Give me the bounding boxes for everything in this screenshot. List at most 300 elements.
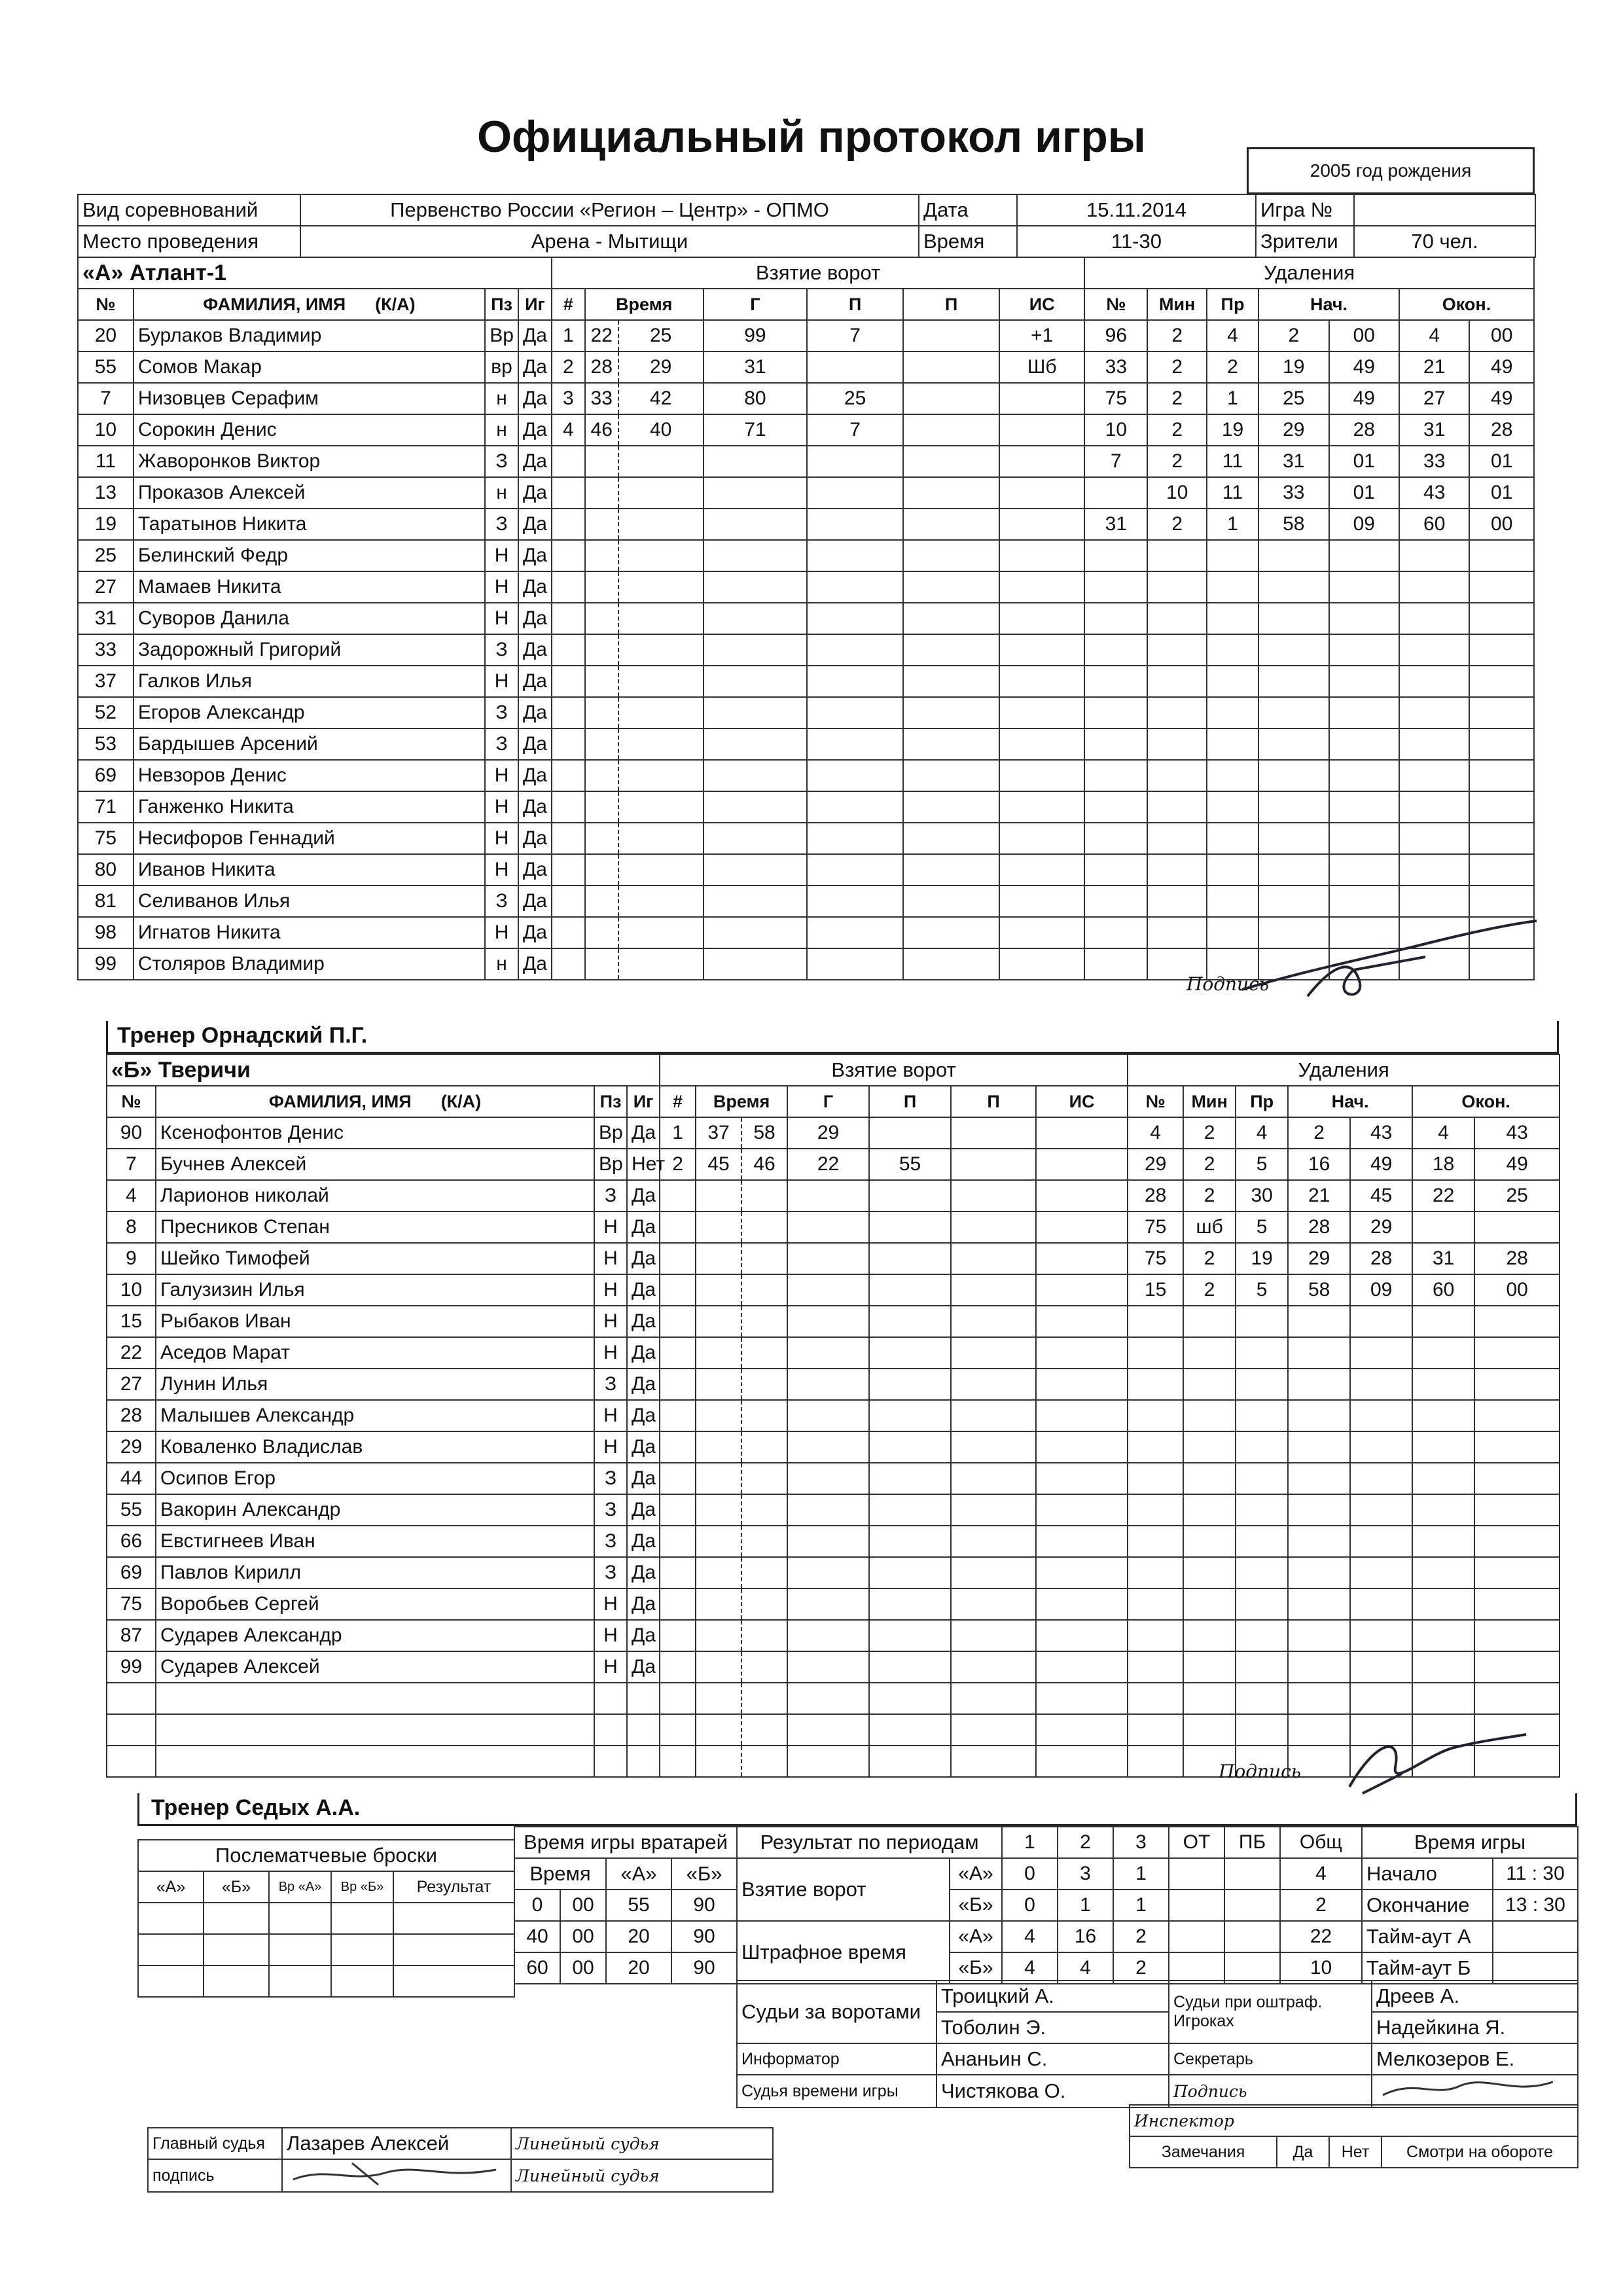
signature-label: подпись: [148, 2159, 282, 2192]
player-played: Да: [627, 1180, 660, 1211]
penalty-start-min: 29: [1258, 414, 1329, 446]
player-number: 80: [78, 854, 134, 886]
goal-situation: [999, 948, 1084, 980]
col-pen-min: Мин: [1147, 289, 1206, 320]
penalty-start-sec: [1329, 634, 1399, 666]
goals-title-b: Взятие ворот: [660, 1054, 1128, 1086]
player-number: 33: [78, 634, 134, 666]
player-played: Да: [518, 666, 552, 697]
player-row: [107, 1337, 1560, 1369]
goals-b-pb: [1224, 1890, 1280, 1921]
penalty-end-min: 4: [1399, 320, 1469, 351]
gk-time-table: [514, 1826, 738, 1984]
penalty-start-sec: [1350, 1651, 1412, 1683]
secretary-label: Секретарь: [1169, 2043, 1372, 2075]
penalty-end-min: [1412, 1526, 1474, 1557]
penalty-reason: [1207, 728, 1258, 760]
goal-scorer: [704, 509, 807, 540]
goal-assist-1: [807, 477, 903, 509]
player-row: [78, 540, 1534, 571]
goal-minute: [696, 1400, 741, 1431]
player-name: Ганженко Никита: [134, 791, 485, 823]
goal-situation: [1036, 1463, 1128, 1494]
penalty-reason: [1207, 603, 1258, 634]
penalty-minutes: 2: [1147, 509, 1206, 540]
date-label: Дата: [919, 194, 1017, 226]
goal-situation: [999, 760, 1084, 791]
penalty-end-min: [1412, 1683, 1474, 1714]
penalty-end-sec: 28: [1474, 1243, 1560, 1274]
timekeeper-label: Судья времени игры: [737, 2075, 936, 2108]
penalty-start-min: [1258, 666, 1329, 697]
player-position: З: [594, 1369, 627, 1400]
player-position: Н: [594, 1431, 627, 1463]
player-number: 87: [107, 1620, 156, 1651]
pim-b-ot: [1169, 1952, 1224, 1984]
goal-assist-1: [869, 1431, 951, 1463]
start-label: Начало: [1362, 1858, 1493, 1890]
goal-number: [660, 1714, 696, 1746]
player-number: 13: [78, 477, 134, 509]
goal-scorer: [787, 1588, 869, 1620]
player-position: [594, 1714, 627, 1746]
periods-table: [736, 1826, 1363, 1984]
penalty-start-sec: [1350, 1463, 1412, 1494]
goal-second: [741, 1274, 787, 1306]
gk-col-b: «Б»: [671, 1858, 737, 1890]
goal-situation: [1036, 1180, 1128, 1211]
col-pen-no: №: [1084, 289, 1147, 320]
player-position: З: [594, 1557, 627, 1588]
penalty-end-min: [1399, 666, 1469, 697]
penalty-reason: [1207, 760, 1258, 791]
penalty-start-min: 25: [1258, 383, 1329, 414]
team-b-sign-label: Подпись: [1219, 1761, 1302, 1782]
team-a-sign-label: Подпись: [1186, 973, 1270, 995]
penalty-end-sec: 43: [1474, 1117, 1560, 1149]
goal-assist-2: [903, 351, 999, 383]
goal-number: [552, 571, 585, 603]
player-position: н: [485, 383, 518, 414]
goal-situation: [1036, 1243, 1128, 1274]
goal-scorer: [704, 697, 807, 728]
player-number: [107, 1746, 156, 1777]
goal-assist-2: [951, 1369, 1036, 1400]
penalty-end-min: [1412, 1337, 1474, 1369]
penalty-end-min: 22: [1412, 1180, 1474, 1211]
goal-assist-2: [951, 1463, 1036, 1494]
penalty-minutes: [1147, 791, 1206, 823]
goal-assist-1: [869, 1211, 951, 1243]
player-number: 28: [107, 1400, 156, 1431]
penalty-end-sec: [1474, 1306, 1560, 1337]
goal-assist-2: [903, 320, 999, 351]
penalty-end-min: 21: [1399, 351, 1469, 383]
player-number: 8: [107, 1211, 156, 1243]
goal-scorer: 22: [787, 1149, 869, 1180]
player-name: Бурлаков Владимир: [134, 320, 485, 351]
penalty-end-min: [1412, 1400, 1474, 1431]
penalty-player: [1084, 948, 1147, 980]
player-name: Воробьев Сергей: [156, 1588, 594, 1620]
goals-a-p1: 0: [1002, 1858, 1058, 1890]
penalty-minutes: [1183, 1557, 1236, 1588]
player-number: 4: [107, 1180, 156, 1211]
player-name: Вакорин Александр: [156, 1494, 594, 1526]
goal-assist-2: [903, 823, 999, 854]
goal-scorer: [704, 791, 807, 823]
player-position: Н: [594, 1651, 627, 1683]
penalty-start-min: [1288, 1588, 1350, 1620]
player-name: Сударев Алексей: [156, 1651, 594, 1683]
gk-col-a: «А»: [606, 1858, 671, 1890]
player-number: 20: [78, 320, 134, 351]
penalty-start-min: [1288, 1369, 1350, 1400]
goal-assist-1: [807, 760, 903, 791]
goal-minute: [696, 1683, 741, 1714]
penalty-start-sec: [1329, 603, 1399, 634]
goal-number: 2: [660, 1149, 696, 1180]
player-played: Да: [627, 1400, 660, 1431]
player-number: 44: [107, 1463, 156, 1494]
player-row: [78, 666, 1534, 697]
penalty-player: [1128, 1620, 1183, 1651]
goal-second: [741, 1526, 787, 1557]
player-number: 71: [78, 791, 134, 823]
goal-scorer: [704, 477, 807, 509]
penalty-start-min: 21: [1288, 1180, 1350, 1211]
player-row: [78, 823, 1534, 854]
penalty-player: [1128, 1463, 1183, 1494]
penalty-start-sec: [1329, 886, 1399, 917]
penalty-minutes: шб: [1183, 1211, 1236, 1243]
penalty-minutes: [1147, 823, 1206, 854]
player-position: Н: [594, 1274, 627, 1306]
penalty-start-min: [1258, 791, 1329, 823]
goal-assist-2: [951, 1588, 1036, 1620]
penalties-title-b: Удаления: [1128, 1054, 1560, 1086]
goal-second: [741, 1337, 787, 1369]
period-3-head: 3: [1113, 1827, 1169, 1858]
goal-situation: [1036, 1211, 1128, 1243]
penalty-end-sec: [1474, 1683, 1560, 1714]
goal-assist-1: [869, 1620, 951, 1651]
penalty-end-sec: [1474, 1526, 1560, 1557]
goal-second: [618, 697, 704, 728]
goal-situation: [999, 603, 1084, 634]
game-no-label: Игра №: [1256, 194, 1354, 226]
goal-minute: [585, 540, 618, 571]
penalty-reason: [1236, 1714, 1288, 1746]
goal-assist-1: 55: [869, 1149, 951, 1180]
pim-a-p2: 16: [1058, 1921, 1113, 1952]
pim-b-pb: [1224, 1952, 1280, 1984]
period-pb-head: ПБ: [1224, 1827, 1280, 1858]
penalty-player: 75: [1128, 1211, 1183, 1243]
pim-a-p1: 4: [1002, 1921, 1058, 1952]
goal-assist-1: [869, 1117, 951, 1149]
col-pen-start-b: Нач.: [1288, 1086, 1412, 1117]
goal-minute: [696, 1746, 741, 1777]
col-goal-p1: П: [807, 289, 903, 320]
penalty-reason: [1236, 1400, 1288, 1431]
gk-row: [514, 1890, 737, 1921]
goal-situation: [999, 917, 1084, 948]
goal-scorer: [787, 1369, 869, 1400]
player-number: 11: [78, 446, 134, 477]
penalty-player: 33: [1084, 351, 1147, 383]
goal-second: [741, 1683, 787, 1714]
spectators-label: Зрители: [1256, 226, 1354, 257]
goal-scorer: [704, 571, 807, 603]
penalty-player: [1084, 603, 1147, 634]
referee-value: Лазарев Алексей: [282, 2128, 511, 2159]
penalty-end-sec: [1469, 634, 1534, 666]
col-name-b: ФАМИЛИЯ, ИМЯ (К/А): [156, 1086, 594, 1117]
penalty-end-min: [1412, 1557, 1474, 1588]
penalty-end-min: [1412, 1211, 1474, 1243]
officials-sign-label: Подпись: [1169, 2075, 1372, 2108]
goal-situation: [999, 571, 1084, 603]
goal-second: 58: [741, 1117, 787, 1149]
penalty-end-min: 27: [1399, 383, 1469, 414]
penalty-end-sec: 49: [1474, 1149, 1560, 1180]
col-no: №: [78, 289, 134, 320]
penalty-player: [1128, 1746, 1183, 1777]
goal-situation: [1036, 1337, 1128, 1369]
goal-number: [552, 791, 585, 823]
goal-assist-2: [951, 1211, 1036, 1243]
goal-second: [741, 1306, 787, 1337]
penalty-player: [1128, 1557, 1183, 1588]
player-row: [78, 509, 1534, 540]
player-played: Да: [518, 477, 552, 509]
goal-situation: [999, 791, 1084, 823]
venue-value: Арена - Мытищи: [300, 226, 919, 257]
player-name: Павлов Кирилл: [156, 1557, 594, 1588]
player-played: Да: [518, 603, 552, 634]
goal-second: [618, 760, 704, 791]
player-row: [107, 1557, 1560, 1588]
pim-b-label: «Б»: [950, 1952, 1002, 1984]
goal-minute: [696, 1526, 741, 1557]
goal-assist-1: [869, 1557, 951, 1588]
player-row: [78, 477, 1534, 509]
penalty-reason: [1236, 1431, 1288, 1463]
player-number: 7: [107, 1149, 156, 1180]
penalty-reason: 19: [1236, 1243, 1288, 1274]
penalty-end-min: [1399, 634, 1469, 666]
player-number: 15: [107, 1306, 156, 1337]
goal-assist-2: [951, 1494, 1036, 1526]
goal-situation: [999, 886, 1084, 917]
penalty-end-min: [1399, 823, 1469, 854]
goal-minute: [585, 823, 618, 854]
col-pen-start: Нач.: [1258, 289, 1399, 320]
player-row: [78, 603, 1534, 634]
player-position: З: [485, 886, 518, 917]
penalty-minutes: [1147, 760, 1206, 791]
penalty-start-sec: 49: [1329, 351, 1399, 383]
penalty-start-sec: 45: [1350, 1180, 1412, 1211]
penalty-end-min: [1412, 1651, 1474, 1683]
goal-number: 1: [660, 1117, 696, 1149]
goal-scorer: [704, 540, 807, 571]
player-number: 27: [78, 571, 134, 603]
goal-assist-1: [869, 1651, 951, 1683]
penalty-end-sec: 00: [1469, 509, 1534, 540]
player-name: Коваленко Владислав: [156, 1431, 594, 1463]
goal-number: [552, 603, 585, 634]
col-goal-g-b: Г: [787, 1086, 869, 1117]
goal-number: [552, 697, 585, 728]
goal-minute: 37: [696, 1117, 741, 1149]
penalty-start-min: 16: [1288, 1149, 1350, 1180]
page-title: Официальный протокол игры: [477, 112, 1146, 162]
goal-minute: [696, 1211, 741, 1243]
goal-situation: [1036, 1714, 1128, 1746]
goal-scorer: [704, 886, 807, 917]
penalty-start-min: [1258, 760, 1329, 791]
penalty-start-min: [1288, 1463, 1350, 1494]
penalty-start-sec: [1350, 1337, 1412, 1369]
col-goal-no: #: [552, 289, 585, 320]
shootout-col-gk-a: Вр «А»: [269, 1871, 331, 1903]
penalty-end-min: 43: [1399, 477, 1469, 509]
penalty-end-sec: 01: [1469, 446, 1534, 477]
penalty-start-min: [1258, 540, 1329, 571]
birth-year: 2005 год рождения: [1310, 160, 1472, 181]
team-b-signature: [1336, 1728, 1533, 1800]
penalty-end-min: [1399, 886, 1469, 917]
penalty-reason: [1236, 1369, 1288, 1400]
penalty-player: [1084, 886, 1147, 917]
goal-minute: [585, 509, 618, 540]
col-pen-pr-b: Пр: [1236, 1086, 1288, 1117]
penalty-player: [1084, 760, 1147, 791]
penalty-end-min: [1399, 697, 1469, 728]
penalty-start-sec: 49: [1329, 383, 1399, 414]
player-played: Да: [518, 917, 552, 948]
penalty-end-sec: [1474, 1557, 1560, 1588]
goal-number: [660, 1369, 696, 1400]
gk-team-b: 90: [671, 1890, 737, 1921]
goal-assist-1: [869, 1683, 951, 1714]
goal-minute: 33: [585, 383, 618, 414]
goal-situation: [1036, 1274, 1128, 1306]
player-name: Суворов Данила: [134, 603, 485, 634]
player-position: Н: [485, 791, 518, 823]
player-played: Да: [518, 948, 552, 980]
player-name: Иванов Никита: [134, 854, 485, 886]
penalty-player: [1128, 1683, 1183, 1714]
player-name: Селиванов Илья: [134, 886, 485, 917]
player-played: Да: [627, 1211, 660, 1243]
player-name: Рыбаков Иван: [156, 1306, 594, 1337]
penalty-end-min: [1412, 1588, 1474, 1620]
venue-label: Место проведения: [78, 226, 300, 257]
penalty-minutes: [1183, 1369, 1236, 1400]
timeout-b-label: Тайм-аут Б: [1362, 1952, 1493, 1984]
officials-table: [736, 1980, 1578, 2108]
player-played: [627, 1683, 660, 1714]
goal-minute: [696, 1431, 741, 1463]
penalty-start-sec: [1329, 823, 1399, 854]
goal-second: [618, 666, 704, 697]
player-played: Да: [627, 1651, 660, 1683]
goal-scorer: [787, 1431, 869, 1463]
goal-scorer: [704, 728, 807, 760]
player-number: 52: [78, 697, 134, 728]
penalty-start-min: [1288, 1651, 1350, 1683]
goal-situation: [999, 666, 1084, 697]
penalties-title: Удаления: [1084, 257, 1534, 289]
gk-row: [514, 1921, 737, 1952]
goal-scorer: [704, 603, 807, 634]
penalty-minutes: [1183, 1463, 1236, 1494]
goal-assist-2: [951, 1149, 1036, 1180]
goal-situation: [1036, 1746, 1128, 1777]
coach-a: Тренер Орнадский П.Г.: [117, 1023, 368, 1048]
player-row: [107, 1683, 1560, 1714]
player-name: Ларионов николай: [156, 1180, 594, 1211]
penalty-player: 75: [1128, 1243, 1183, 1274]
pim-b-p3: 2: [1113, 1952, 1169, 1984]
player-position: Н: [594, 1243, 627, 1274]
goal-assist-1: 7: [807, 320, 903, 351]
penalty-start-sec: 01: [1329, 477, 1399, 509]
team-b-block: [106, 1054, 1559, 1782]
goal-judges-label: Судьи за воротами: [737, 1981, 936, 2043]
goal-assist-1: [807, 823, 903, 854]
goal-assist-2: [951, 1243, 1036, 1274]
goal-minute: [696, 1714, 741, 1746]
penalty-player: 75: [1084, 383, 1147, 414]
team-a-signature: [1229, 918, 1556, 1009]
gk-minute: 60: [514, 1952, 560, 1984]
informer-label: Информатор: [737, 2043, 936, 2075]
goal-number: 2: [552, 351, 585, 383]
goal-minute: [585, 634, 618, 666]
goal-minute: [696, 1620, 741, 1651]
player-row: [107, 1243, 1560, 1274]
goal-assist-2: [951, 1746, 1036, 1777]
goal-situation: [999, 477, 1084, 509]
player-name: Егоров Александр: [134, 697, 485, 728]
goal-situation: [999, 414, 1084, 446]
penalty-minutes: 2: [1183, 1274, 1236, 1306]
goal-minute: 46: [585, 414, 618, 446]
penalty-start-sec: 01: [1329, 446, 1399, 477]
penalty-player: [1128, 1494, 1183, 1526]
penalty-reason: 11: [1207, 446, 1258, 477]
player-position: Вр: [485, 320, 518, 351]
goal-scorer: [787, 1337, 869, 1369]
penalty-end-sec: [1469, 697, 1534, 728]
penalty-end-min: [1412, 1494, 1474, 1526]
col-no-b: №: [107, 1086, 156, 1117]
col-pz: Пз: [485, 289, 518, 320]
player-name: Осипов Егор: [156, 1463, 594, 1494]
penalty-end-min: 31: [1412, 1243, 1474, 1274]
goal-assist-1: [869, 1400, 951, 1431]
penalty-minutes: [1147, 603, 1206, 634]
goal-situation: [1036, 1683, 1128, 1714]
player-name: Жаворонков Виктор: [134, 446, 485, 477]
goal-scorer: [787, 1714, 869, 1746]
goal-minute: [585, 917, 618, 948]
goal-assist-2: [951, 1180, 1036, 1211]
